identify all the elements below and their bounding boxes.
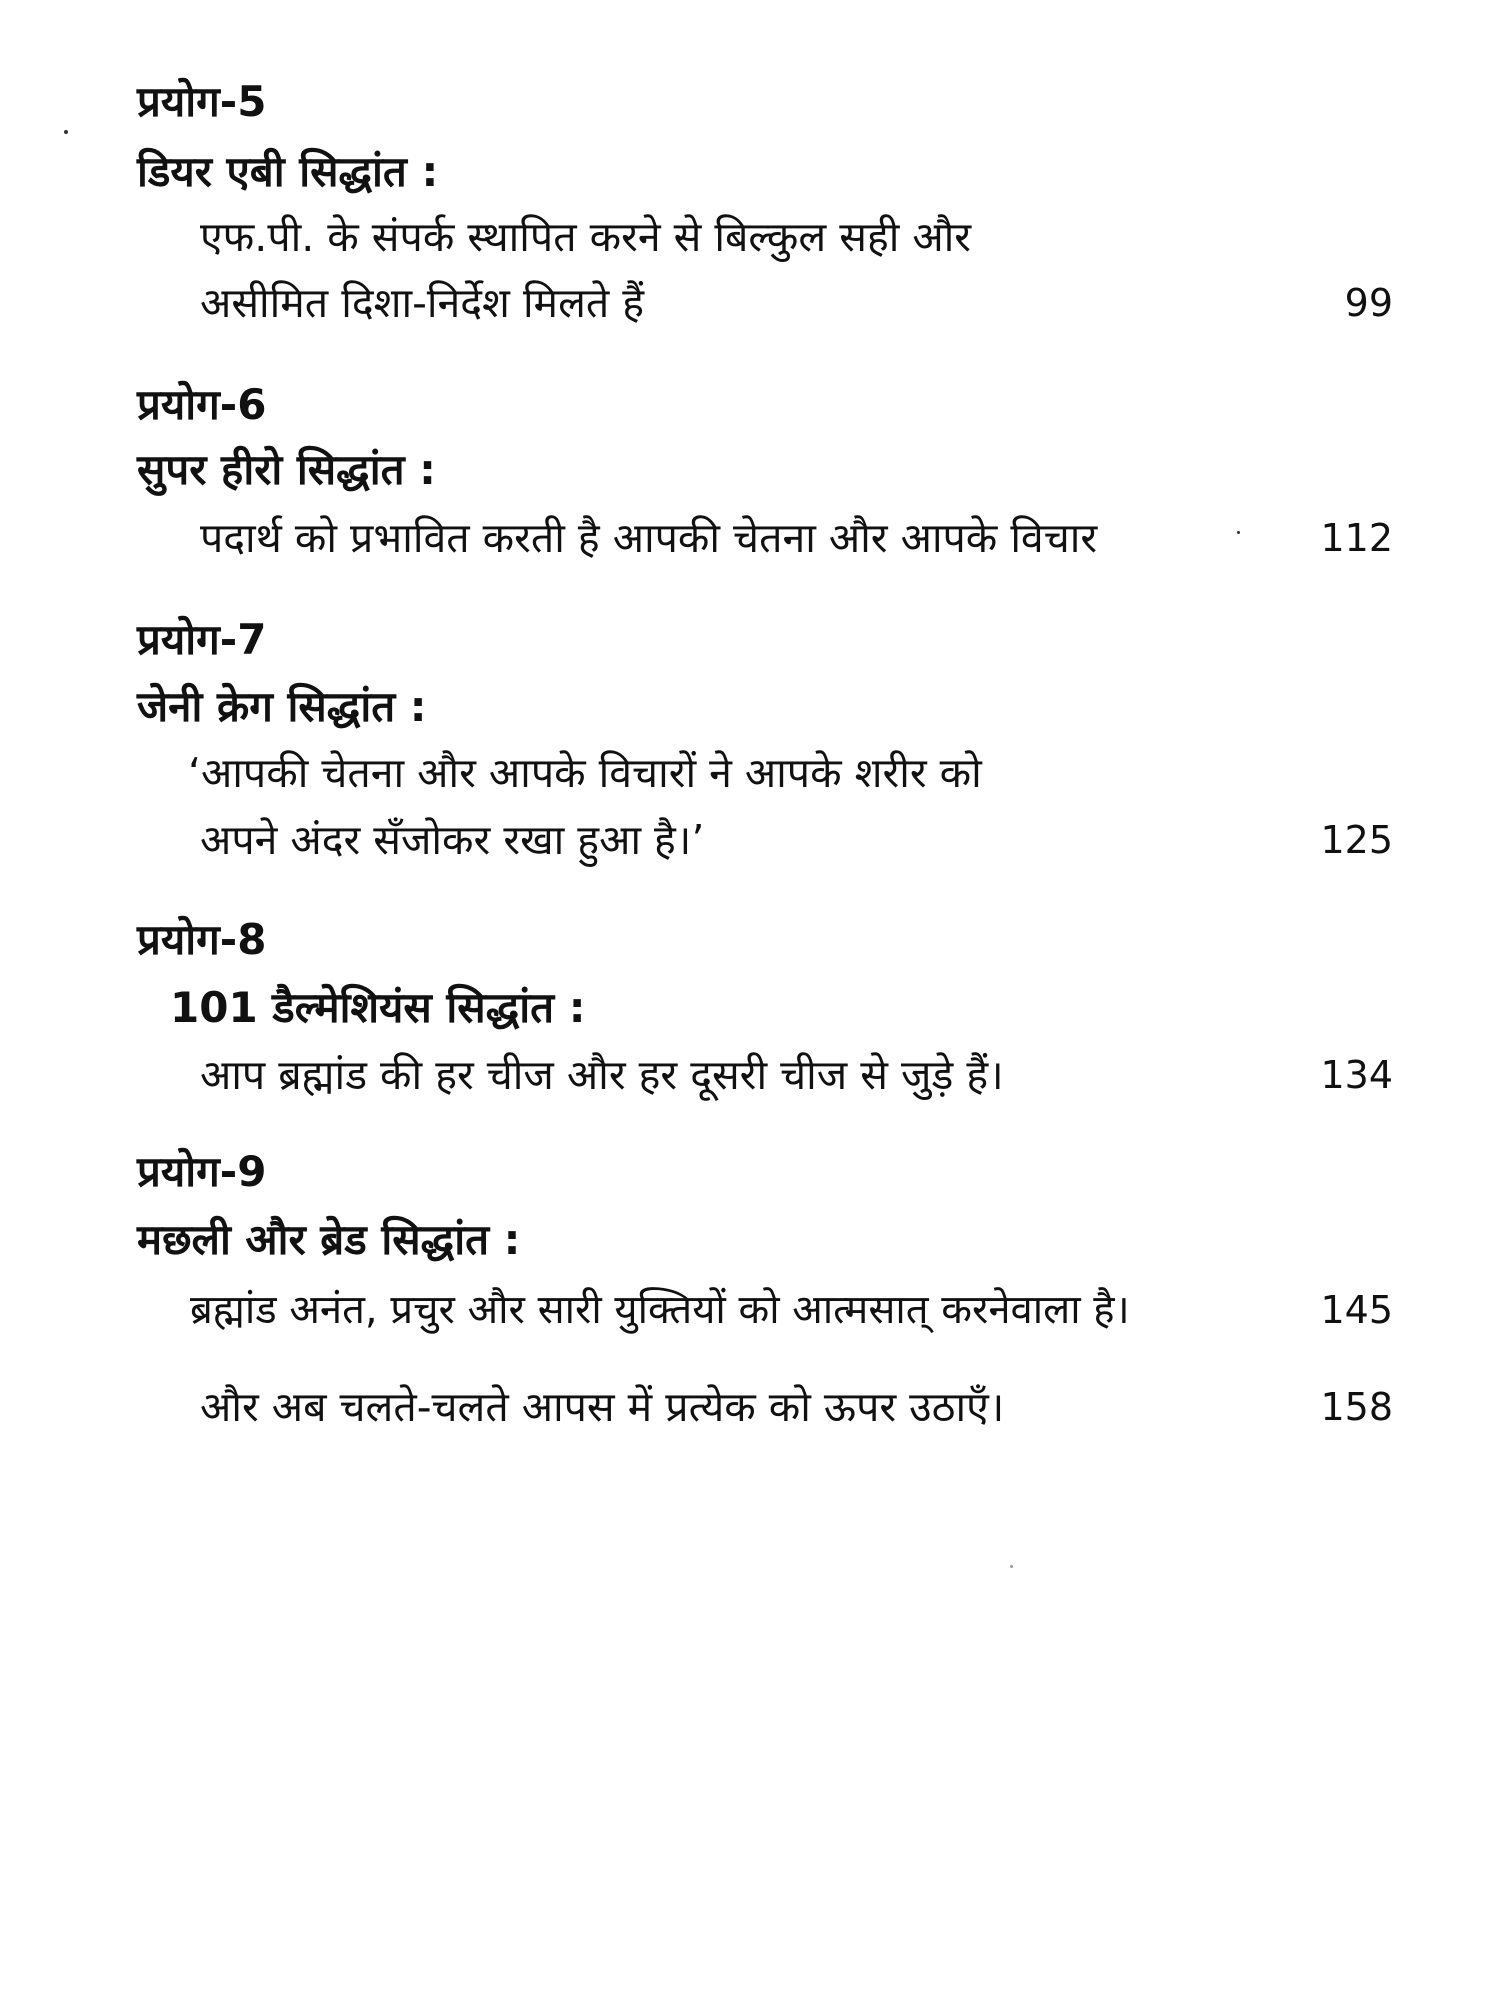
scan-speck [64,130,68,134]
principle-title: जेनी क्रेग सिद्धांत : [137,682,427,731]
page-number: 145 [1320,1288,1393,1332]
principle-description: ‘आपकी चेतना और आपके विचारों ने आपके शरीर को [188,749,982,797]
principle-title: सुपर हीरो सिद्धांत : [137,445,436,494]
principle-description: एफ.पी. के संपर्क स्थापित करने से बिल्कुल सही और [200,213,972,261]
principle-title: 101 डैल्मेशियंस सिद्धांत : [170,983,586,1032]
experiment-heading: प्रयोग-8 [137,915,267,964]
scan-speck [1010,1565,1013,1568]
principle-description: ब्रह्मांड अनंत, प्रचुर और सारी युक्तियों को आत्मसात् करनेवाला है। [190,1287,1130,1333]
page-number: 158 [1320,1385,1393,1429]
principle-title: डियर एबी सिद्धांत : [137,147,439,196]
principle-title: मछली और ब्रेड सिद्धांत : [137,1215,521,1264]
page-number: 125 [1320,818,1393,862]
experiment-heading: प्रयोग-7 [137,615,267,664]
page-number: 112 [1320,516,1393,560]
experiment-heading: प्रयोग-9 [137,1147,267,1196]
page-number: 134 [1320,1053,1393,1097]
closing-line: और अब चलते-चलते आपस में प्रत्येक को ऊपर उठाएँ। [200,1383,1005,1431]
principle-description: आप ब्रह्मांड की हर चीज और हर दूसरी चीज से जुड़े हैं। [200,1051,1004,1099]
experiment-heading: प्रयोग-5 [137,77,267,126]
principle-description: पदार्थ को प्रभावित करती है आपकी चेतना और आपके विचार [200,514,1098,562]
principle-description: अपने अंदर सँजोकर रखा हुआ है।’ [200,816,705,864]
principle-description: असीमित दिशा-निर्देश मिलते हैं [200,279,645,327]
experiment-heading: प्रयोग-6 [137,380,267,429]
page-number: 99 [1344,281,1393,325]
scan-speck [1237,531,1240,534]
